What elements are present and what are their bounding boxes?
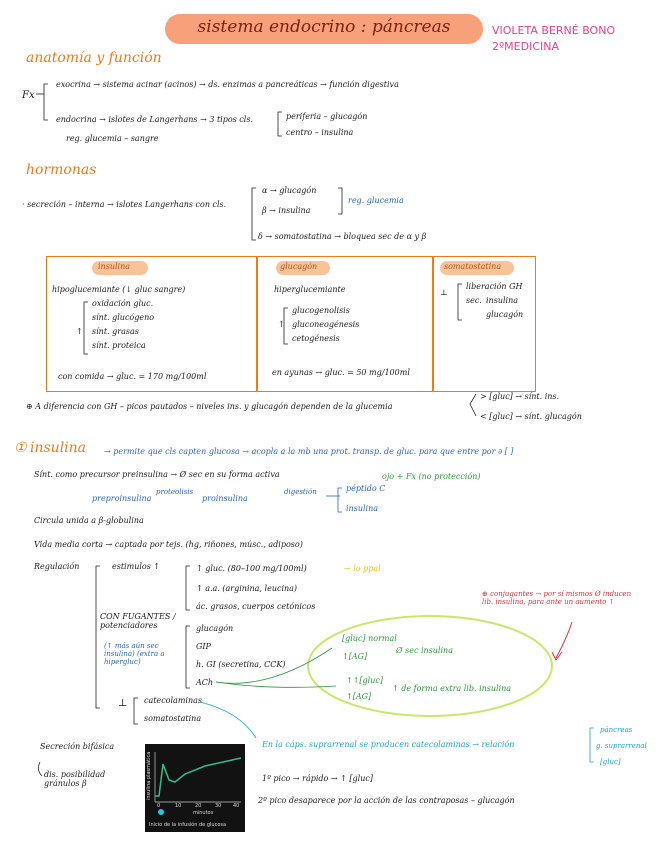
som-l3: insulina (486, 296, 519, 305)
con-hgi: h. GI (secretina, CCK) (196, 660, 286, 669)
glu-up: ↑ (278, 320, 285, 329)
tick-10: 10 (175, 803, 182, 809)
rel-gluc: [gluc] (600, 758, 621, 766)
som-perp: ⊥ (440, 288, 448, 297)
ins-up: ↑ (76, 327, 83, 336)
beta-line: β → insulina (262, 206, 311, 215)
course-label: 2ºMEDICINA (492, 40, 560, 53)
gluc-alta: ↑↑[gluc] (346, 676, 383, 685)
periferia-line: periferia – glucagón (286, 112, 368, 121)
insulina-num: ① (14, 440, 27, 456)
centro-line: centro – insulina (286, 128, 354, 137)
peptido-c: péptido C (346, 484, 386, 493)
section-heading-hormonas: hormonas (26, 162, 97, 178)
tick-40: 40 (233, 803, 240, 809)
rel-pancreas: páncreas (600, 726, 633, 734)
bifasica-title: Secreción bifásica (40, 742, 115, 751)
ins-l4: sínt. grasas (92, 327, 139, 336)
ins-l3: sínt. glucógeno (92, 313, 155, 322)
glu-l4: cetogénesis (292, 334, 340, 343)
con-gip: GIP (196, 642, 211, 651)
estimulos-label: estimulos ↑ (112, 562, 161, 571)
ojo-note: ojo + Fx (no protección) (382, 472, 481, 481)
ins-l2: oxidación gluc. (92, 299, 154, 308)
inhibidores-perp: ⊥ (118, 698, 128, 709)
circula-line: Circula unida a β-globulina (34, 516, 144, 525)
menor-gluc: < [gluc] → sínt. glucagón (480, 412, 582, 421)
glu-l3: gluconeogénesis (292, 320, 360, 329)
glu-l2: glucogenolisis (292, 306, 350, 315)
glu-l5: en ayunas → gluc. = 50 mg/100ml (272, 368, 410, 377)
con-glucagon: glucagón (196, 624, 234, 633)
conjugantes-label: CON FUGANTES / potenciadores (100, 612, 176, 630)
inh-somatostatina: somatostatina (144, 714, 202, 723)
permite-line: → permite que cls capten glucosa → acopla a la mb una prot. transp. de gluc. para que entre por ∂ [ ] (104, 447, 514, 456)
pico-1: 1º pico → rápido → ↑ [gluc] (262, 774, 373, 783)
estimulo-ag: ác. grasos, cuerpos cetónicos (196, 602, 316, 611)
page-title: sistema endocrino : páncreas (197, 17, 451, 37)
glu-l1: hiperglucemiante (274, 285, 346, 294)
reg-glucemia-label: reg. glucemia (348, 196, 404, 205)
digestion: digestión (284, 488, 317, 496)
som-l1: liberación GH (466, 282, 523, 291)
section-heading-anatomia: anatomía y función (26, 50, 162, 66)
inh-catecolaminas: catecolaminas (144, 696, 202, 705)
ag-normal: ↑[AG] (342, 652, 368, 661)
extra-lib-insulina: ↑ de forma extra lib. insulina (392, 684, 512, 693)
estimulo-aa: ↑ a.a. (arginina, leucina) (196, 584, 298, 593)
no-sec-insulina: Ø sec insulina (396, 646, 453, 655)
regulacion-label: Regulación (34, 562, 80, 571)
ag-alta: ↑[AG] (346, 692, 372, 701)
somatostatina-head: somatostatina (444, 262, 502, 271)
reg-glucemia-line: reg. glucemia – sangre (66, 134, 159, 143)
estimulo-gluc: ↑ gluc. (80–100 mg/100ml) (196, 564, 307, 573)
vida-line: Vida media corta → captada por tejs. (hg, riñones, músc., adiposo) (34, 540, 303, 549)
insulina-activa: insulina (346, 504, 379, 513)
mayor-gluc: > [gluc] → sínt. ins. (480, 392, 560, 401)
delta-line: δ → somatostatina → bloquea sec de α y β (258, 232, 427, 241)
graph-caption: Inicio de la infusión de glucosa (149, 822, 227, 828)
proteolisis: proteolisis (156, 488, 194, 496)
conjugantes-note: (↑ más aún sec insulina) (extra a hipergluc) (104, 642, 165, 666)
suprarrenal-line: En la cáps. suprarrenal se producen catecolaminas → relación (262, 740, 515, 749)
glucagon-head: glucagón (280, 262, 318, 271)
pico-2: 2º pico desaparece por la acción de las contraposas – glucagón (258, 796, 515, 805)
exocrina-line: exocrina → sistema acinar (acinos) → ds. enzimas a pancreáticas → función digestiva (56, 80, 399, 89)
lo-ppal: → lo ppal (344, 564, 381, 573)
con-ach: ACh (196, 678, 214, 687)
tick-30: 30 (215, 803, 222, 809)
proinsulina: proinsulina (202, 494, 248, 503)
rel-suprarrenal: g. suprarrenal (596, 742, 647, 750)
ins-l1: hipoglucemiante (↓ gluc sangre) (52, 285, 186, 294)
sint-line: Sínt. como precursor preinsulina → Ø sec en su forma activa (34, 470, 280, 479)
tick-20: 20 (195, 803, 202, 809)
conjugantes-red-note: ⊕ conjugantes → por sí mismos Ø inducen lib. insulina, para ante un aumento ↑ (482, 590, 632, 606)
graph-xlabel: minutos (193, 810, 214, 816)
insulina-head: insulina (98, 262, 131, 271)
som-l2: sec. (466, 296, 482, 305)
bifasica-sub: dis. posibilidad gránulos β (44, 770, 106, 788)
alpha-line: α → glucagón (262, 186, 317, 195)
preproinsulina: preproinsulina (92, 494, 152, 503)
graph-ylabel: insulina plasmática (146, 751, 152, 800)
section-heading-insulina: insulina (30, 440, 87, 456)
tick-0: 0 (157, 803, 161, 809)
author-name: VIOLETA BERNÉ BONO (492, 24, 616, 37)
ins-l6: con comida → gluc. = 170 mg/100ml (58, 372, 207, 381)
ins-l5: sínt. proteica (92, 341, 146, 350)
endocrina-line: endocrina → islotes de Langerhans → 3 tipos cls. (56, 115, 253, 124)
gluc-normal: [gluc] normal (342, 634, 397, 643)
secrecion-line: · secreción – interna → islotes Langerhans con cls. (22, 200, 227, 209)
diferencia-note: ⊕ A diferencia con GH – picos pautados – niveles ins. y glucagón dependen de la glucemia (26, 402, 393, 411)
som-l4: glucagón (486, 310, 524, 319)
fx-label: Fx (22, 90, 35, 101)
